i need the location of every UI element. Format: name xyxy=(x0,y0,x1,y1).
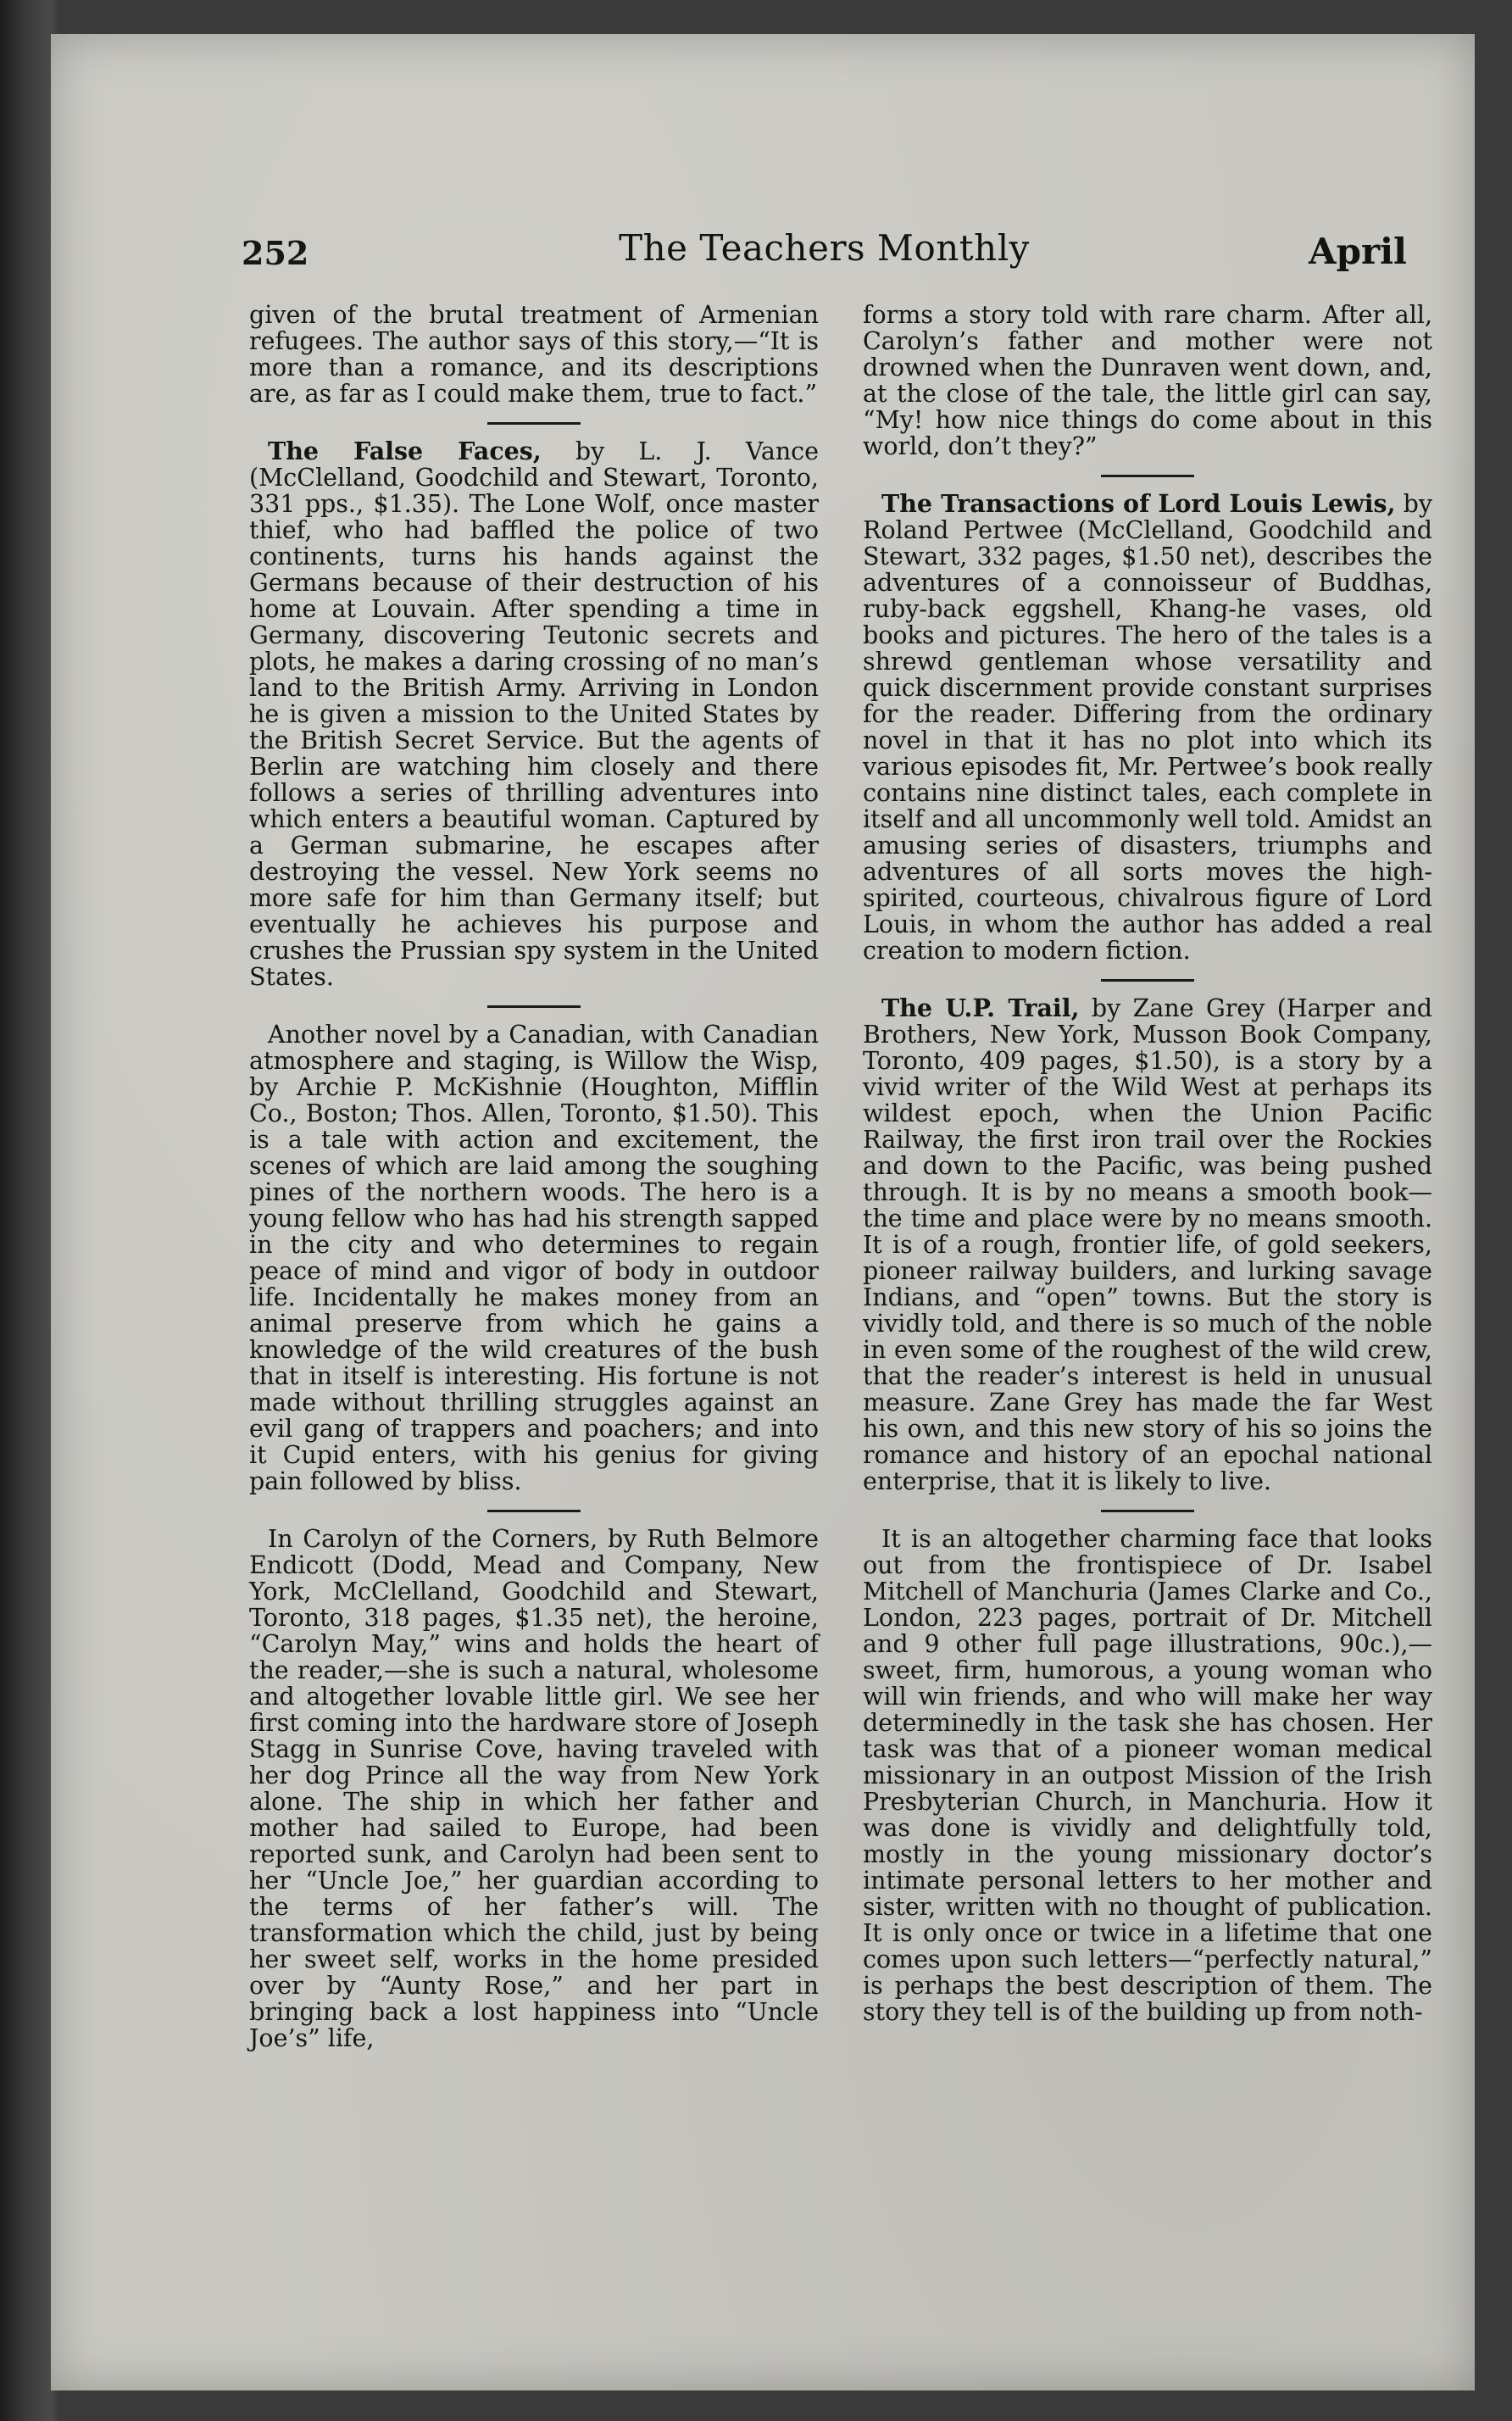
review-willow-the-wisp: Another novel by a Canadian, with Canadian atmosphere and staging, is Willow the Wisp, by Archie P. McKishnie (Houghton, Mifflin Co., Boston; Thos. Allen, Toronto, $1.50). This is a tale with action and excitement, the scenes of which are laid among the soughing pines of the northern woods. The hero is a young fellow who has had his strength sapped in the city and who determines to regain peace of mind and vigor of body in outdoor life. Incidentally he makes money from an animal preserve from which he gains a knowledge of the wild creatures of the bush that in itself is interesting. His fortune is not made without thrilling struggles against an evil gang of trappers and poachers; and into it Cupid enters, with his genius for giving pain followed by bliss. xyxy=(249,1021,819,1495)
review-lord-louis-lewis: The Transactions of Lord Louis Lewis, by Roland Pertwee (McClelland, Goodchild and Stewart, 332 pages, $1.50 net), describes the adventures of a connoisseur of Buddhas, ruby-back eggshell, Khang-he vases, old books and pictures. The hero of the tales is a shrewd gentleman whose versatility and quick discernment provide constant surprises for the reader. Differing from the ordinary novel in that it has no plot into which its various episodes fit, Mr. Pertwee’s book really contains nine distinct tales, each complete in itself and all uncommonly well told. Amidst an amusing series of disasters, triumphs and adventures of all sorts moves the high-spirited, courteous, chivalrous figure of Lord Louis, in whom the author has added a real creation to modern fiction. xyxy=(863,489,1432,965)
review-carolyn-continued: forms a story told with rare charm. After all, Carolyn’s father and mother were not drowned when the Dunraven went down, and, at the close of the tale, the little girl can say, “My! how nice things do come about in this world, don’t they?” xyxy=(863,301,1432,460)
section-divider xyxy=(1101,1510,1194,1512)
review-up-trail: The U.P. Trail, by Zane Grey (Harper and Brothers, New York, Musson Book Company, Toronto, 409 pages, $1.50), is a story by a vivid writer of the Wild West at perhaps its wildest epoch, when the Union Pacific Railway, the first iron trail over the Rockies and down to the Pacific, was being pushed through. It is by no means a smooth book—the time and place were by no means smooth. It is of a rough, frontier life, of gold seekers, pioneer railway builders, and lurking savage Indians, and “open” towns. But the story is vividly told, and there is so much of the noble in even some of the roughest of the wild crew, that the reader’s interest is held in unusual measure. Zane Grey has made the far West his own, and this new story of his so joins the romance and history of an epochal national enterprise, that it is likely to live. xyxy=(863,993,1432,1495)
section-divider xyxy=(487,1510,581,1512)
issue-month: April xyxy=(1309,231,1407,272)
review-dr-isabel-mitchell: It is an altogether charming face that looks out from the frontispiece of Dr. Isabel Mitchell of Manchuria (James Clarke and Co., London, 223 pages, portrait of Dr. Mitchell and 9 other full page illustrations, 90c.),—sweet, firm, humorous, a young woman who will win friends, and who will make her way determinedly in the task she has chosen. Her task was that of a pioneer woman medical missionary in an outpost Mission of the Irish Presbyterian Church, in Manchuria. How it was done is vividly and delightfully told, mostly in the young missionary doctor’s intimate personal letters to her mother and sister, written with no thought of publication. It is only once or twice in a lifetime that one comes upon such letters—“perfectly natural,” is perhaps the best description of them. The story they tell is of the building up from noth- xyxy=(863,1525,1432,2026)
review-carolyn-of-the-corners: In Carolyn of the Corners, by Ruth Belmore Endicott (Dodd, Mead and Company, New York, McClelland, Goodchild and Stewart, Toronto, 318 pages, $1.35 net), the heroine, “Carolyn May,” wins and holds the heart of the reader,—she is such a natural, wholesome and altogether lovable little girl. We see her first coming into the hardware store of Joseph Stagg in Sunrise Cove, having traveled with her dog Prince all the way from New York alone. The ship in which her father and mother had sailed to Europe, had been reported sunk, and Carolyn had been sent to her “Uncle Joe,” her guardian according to the terms of her father’s will. The transformation which the child, just by being her sweet self, works in the home presided over by “Aunty Rose,” and her part in bringing back a lost happiness into “Uncle Joe’s” life, xyxy=(249,1525,819,2052)
section-divider xyxy=(1101,475,1194,477)
section-divider xyxy=(1101,979,1194,982)
review-armenian-ending: given of the brutal treatment of Armenian refugees. The author says of this story,—“It is more than a romance, and its descriptions are, as far as I could make them, true to fact.” xyxy=(249,301,819,408)
running-title: The Teachers Monthly xyxy=(619,227,1030,269)
page-header xyxy=(242,227,1407,278)
review-title: The Transactions of Lord Louis Lewis, xyxy=(881,489,1396,518)
review-false-faces: The False Faces, by L. J. Vance (McClelland, Goodchild and Stewart, Toronto, 331 pps., $1.35). The Lone Wolf, once master thief, who had baffled the police of two continents, turns his hands against the Germans because of their destruction of his home at Louvain. After spending a time in Germany, discovering Teutonic secrets and plots, he makes a daring crossing of no man’s land to the British Army. Arriving in London he is given a mission to the United States by the British Secret Service. But the agents of Berlin are watching him closely and there follows a series of thrilling adventures into which enters a beautiful woman. Captured by a German submarine, he escapes after destroying the vessel. New York seems no more safe for him than Germany itself; but eventually he achieves his purpose and crushes the Prussian spy system in the United States. xyxy=(249,437,819,991)
page-number: 252 xyxy=(242,234,309,272)
section-divider xyxy=(487,1005,581,1008)
review-title: The False Faces, xyxy=(268,437,542,465)
review-title: The U.P. Trail, xyxy=(881,993,1080,1022)
right-column xyxy=(863,302,1432,2025)
left-column xyxy=(249,302,819,2051)
section-divider xyxy=(487,422,581,425)
